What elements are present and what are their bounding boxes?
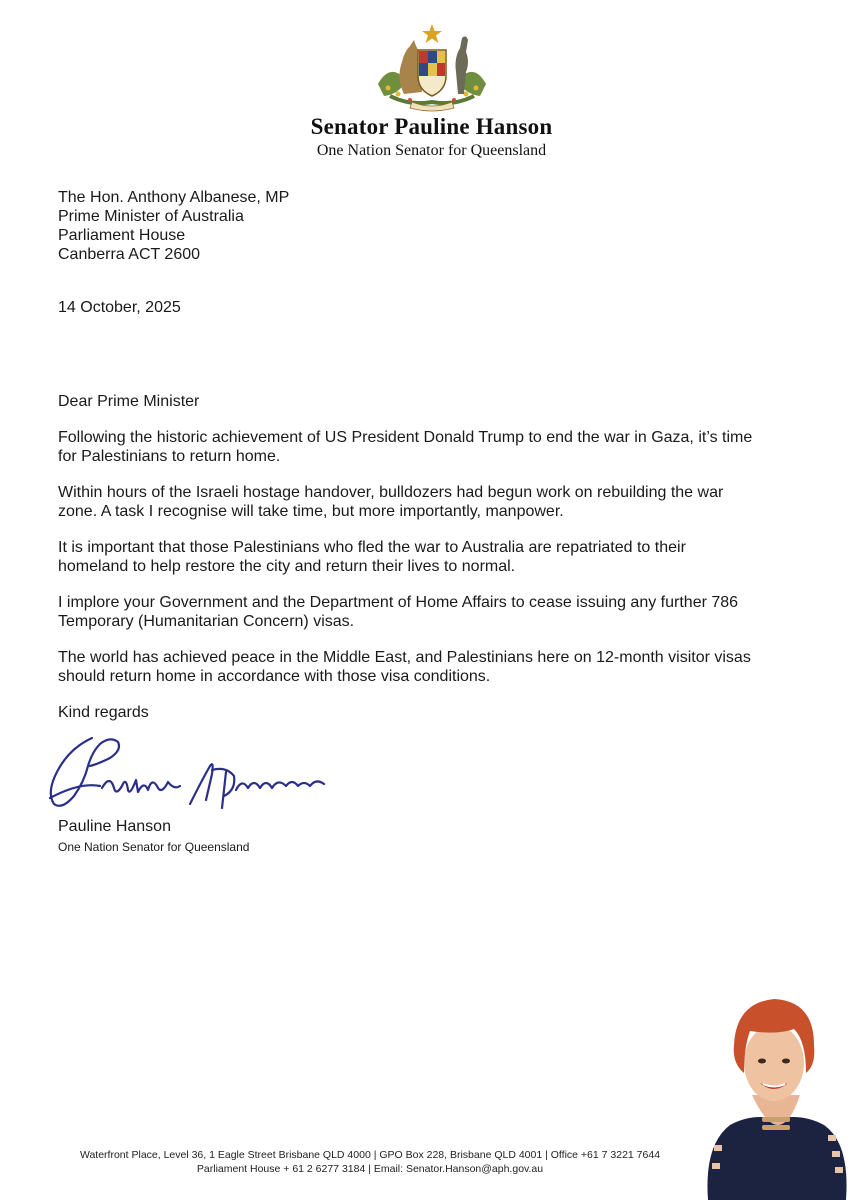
recipient-line: Prime Minister of Australia xyxy=(58,208,244,225)
signatory-title: One Nation Senator for Queensland xyxy=(58,840,250,854)
recipient-line: The Hon. Anthony Albanese, MP xyxy=(58,189,290,206)
closing: Kind regards xyxy=(58,704,149,721)
paragraph-line: It is important that those Palestinians who fled the war to Australia are repatriated to their xyxy=(58,539,686,556)
recipient-address xyxy=(58,188,289,264)
australian-coat-of-arms-icon xyxy=(370,22,494,112)
sender-title: One Nation Senator for Queensland xyxy=(316,142,547,159)
sender-name: Senator Pauline Hanson xyxy=(310,114,553,139)
body-paragraph xyxy=(58,538,818,576)
paragraph-line: for Palestinians to return home. xyxy=(58,448,281,465)
body-paragraph xyxy=(58,648,818,686)
paragraph-line: Within hours of the Israeli hostage handover, bulldozers had begun work on rebuilding the war xyxy=(58,484,724,501)
letter-date: 14 October, 2025 xyxy=(58,299,181,316)
paragraph-line: I implore your Government and the Department of Home Affairs to cease issuing any further 786 xyxy=(58,594,739,611)
paragraph-line: The world has achieved peace in the Middle East, and Palestinians here on 12-month visitor visas xyxy=(58,649,751,666)
paragraph-line: homeland to help restore the city and return their lives to normal. xyxy=(58,558,516,575)
recipient-line: Canberra ACT 2600 xyxy=(58,246,201,263)
body-paragraph xyxy=(58,593,818,631)
salutation: Dear Prime Minister xyxy=(58,393,200,410)
senator-portrait-photo xyxy=(690,985,863,1200)
paragraph-line: zone. A task I recognise will take time, but more importantly, manpower. xyxy=(58,503,564,520)
letter-body xyxy=(58,392,818,739)
paragraph-line: Following the historic achievement of US President Donald Trump to end the war in Gaza, it’s time xyxy=(58,429,753,446)
signatory-name: Pauline Hanson xyxy=(58,818,171,835)
body-paragraph xyxy=(58,483,818,521)
body-paragraph xyxy=(58,428,818,466)
footer-address-line: Waterfront Place, Level 36, 1 Eagle Street Brisbane QLD 4000 | GPO Box 228, Brisbane QLD 4001 | Office +61 7 3221 7644 xyxy=(79,1149,661,1161)
paragraph-line: Temporary (Humanitarian Concern) visas. xyxy=(58,613,355,630)
footer-contact-line: Parliament House + 61 2 6277 3184 | Email: Senator.Hanson@aph.gov.au xyxy=(196,1163,544,1175)
recipient-line: Parliament House xyxy=(58,227,186,244)
handwritten-signature xyxy=(40,730,340,814)
letterhead-footer xyxy=(0,1148,740,1176)
paragraph-line: should return home in accordance with those visa conditions. xyxy=(58,668,491,685)
